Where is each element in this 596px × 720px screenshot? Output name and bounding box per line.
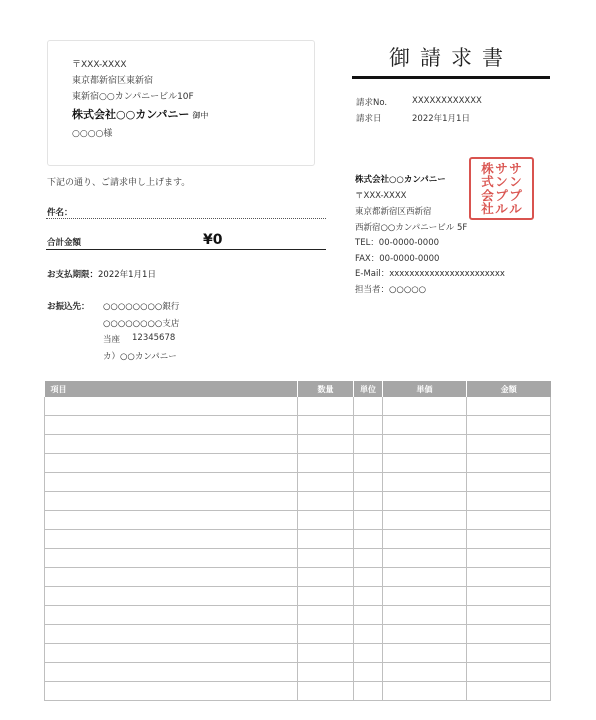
stamp-column: [495, 162, 509, 216]
invoice-no-label: 請求No.: [356, 98, 388, 108]
table-row: [45, 663, 551, 682]
recipient-company: [72, 106, 208, 122]
stamp-character: ン: [495, 174, 508, 189]
table-cell: [467, 511, 551, 530]
table-row: [45, 530, 551, 549]
sender-address-2: 西新宿○○カンパニービル 5F: [355, 223, 468, 233]
table-cell: [383, 435, 467, 454]
table-row: [45, 454, 551, 473]
table-row: [45, 435, 551, 454]
sender-postal: 〒XXX-XXXX: [355, 191, 407, 201]
stamp-character: ル: [509, 201, 522, 216]
bank-branch: ○○○○○○○○支店: [103, 319, 180, 329]
stamp-character: プ: [509, 187, 522, 203]
stamp-character: ン: [509, 174, 522, 189]
table-cell: [467, 435, 551, 454]
table-cell: [354, 663, 383, 682]
table-cell: [45, 511, 298, 530]
stamp-character: サ: [509, 160, 522, 176]
table-cell: [354, 435, 383, 454]
subject-line: [46, 218, 326, 219]
table-row: [45, 606, 551, 625]
due-label: お支払期限：: [47, 270, 99, 280]
table-cell: [45, 454, 298, 473]
column-header-unit-price: 単価: [383, 381, 467, 397]
table-cell: [383, 625, 467, 644]
table-row: [45, 682, 551, 701]
due-value: 2022年1月1日: [98, 270, 156, 280]
table-cell: [467, 454, 551, 473]
invoice-date-label: 請求日: [356, 114, 382, 124]
bank-holder: カ）○○カンパニー: [103, 352, 177, 362]
column-header-unit: 単位: [354, 381, 383, 397]
table-body: [45, 397, 551, 701]
table-cell: [383, 587, 467, 606]
title-underline: [352, 76, 550, 79]
table-row: [45, 416, 551, 435]
table-cell: [354, 397, 383, 416]
table-cell: [354, 416, 383, 435]
table-row: [45, 644, 551, 663]
table-cell: [467, 473, 551, 492]
recipient-person: ○○○○様: [72, 129, 113, 139]
recipient-address-1: 東京都新宿区東新宿: [72, 76, 154, 86]
intro-text: 下記の通り、ご請求申し上げます。: [47, 178, 191, 188]
table-cell: [45, 397, 298, 416]
table-cell: [354, 549, 383, 568]
table-cell: [467, 606, 551, 625]
table-cell: [45, 435, 298, 454]
table-cell: [298, 397, 354, 416]
table-cell: [45, 549, 298, 568]
bank-label: お振込先：: [47, 302, 90, 312]
table-cell: [298, 663, 354, 682]
table-cell: [45, 587, 298, 606]
table-cell: [298, 473, 354, 492]
table-cell: [467, 682, 551, 701]
sender-email: E-Mail：xxxxxxxxxxxxxxxxxxxxxxx: [355, 269, 505, 279]
table-cell: [298, 511, 354, 530]
table-cell: [383, 663, 467, 682]
stamp-character: 会: [481, 187, 494, 203]
stamp-column: [509, 162, 523, 216]
recipient-postal: 〒XXX-XXXX: [72, 60, 127, 70]
table-cell: [354, 682, 383, 701]
table-row: [45, 568, 551, 587]
column-header-quantity: 数量: [298, 381, 354, 397]
table-row: [45, 587, 551, 606]
company-seal-stamp: [469, 157, 534, 220]
table-cell: [467, 530, 551, 549]
table-cell: [354, 454, 383, 473]
table-cell: [298, 530, 354, 549]
table-cell: [383, 416, 467, 435]
due-row: [47, 268, 156, 280]
table-cell: [354, 511, 383, 530]
bank-account-no: 12345678: [132, 333, 176, 343]
table-cell: [383, 644, 467, 663]
sender-address-1: 東京都新宿区西新宿: [355, 207, 432, 217]
table-cell: [383, 606, 467, 625]
table-cell: [467, 397, 551, 416]
table-cell: [354, 492, 383, 511]
table-cell: [354, 606, 383, 625]
table-cell: [298, 568, 354, 587]
table-cell: [45, 530, 298, 549]
stamp-character: サ: [495, 160, 508, 176]
table-cell: [383, 492, 467, 511]
table-cell: [298, 606, 354, 625]
recipient-honorific: 御中: [192, 111, 209, 120]
column-header-item: 項目: [45, 381, 298, 397]
table-cell: [383, 454, 467, 473]
table-cell: [383, 530, 467, 549]
sender-tel: TEL：00-0000-0000: [355, 238, 440, 248]
table-cell: [45, 473, 298, 492]
table-cell: [383, 511, 467, 530]
table-cell: [383, 682, 467, 701]
table-cell: [354, 587, 383, 606]
table-row: [45, 473, 551, 492]
table-cell: [298, 682, 354, 701]
recipient-company-name: 株式会社○○カンパニー: [72, 108, 190, 121]
subject-label: 件名：: [47, 208, 73, 218]
table-cell: [467, 416, 551, 435]
table-cell: [467, 549, 551, 568]
document-title: 御請求書: [389, 46, 513, 70]
stamp-character: プ: [495, 187, 508, 203]
table-cell: [45, 644, 298, 663]
recipient-box: [47, 40, 315, 166]
table-cell: [45, 606, 298, 625]
sender-fax: FAX：00-0000-0000: [355, 254, 440, 264]
table-cell: [467, 492, 551, 511]
table-cell: [354, 530, 383, 549]
table-cell: [45, 416, 298, 435]
table-cell: [45, 625, 298, 644]
table-cell: [298, 587, 354, 606]
table-row: [45, 625, 551, 644]
table-cell: [383, 473, 467, 492]
table-cell: [467, 663, 551, 682]
table-cell: [467, 644, 551, 663]
table-cell: [383, 568, 467, 587]
stamp-column: [481, 162, 495, 216]
stamp-character: 社: [481, 201, 494, 216]
table-cell: [45, 492, 298, 511]
table-cell: [298, 625, 354, 644]
sender-contact: 担当者：○○○○○: [355, 285, 427, 295]
table-header-row: [45, 381, 551, 397]
table-cell: [354, 644, 383, 663]
table-cell: [383, 549, 467, 568]
stamp-character: 株: [481, 160, 494, 176]
recipient-address-2: 東新宿○○カンパニービル10F: [72, 92, 194, 102]
table-cell: [467, 568, 551, 587]
table-cell: [298, 454, 354, 473]
table-row: [45, 511, 551, 530]
table-cell: [354, 568, 383, 587]
total-value: ¥0: [203, 232, 223, 248]
total-line: [46, 249, 326, 250]
table-cell: [467, 625, 551, 644]
bank-account-type: 当座: [103, 335, 121, 345]
table-cell: [383, 397, 467, 416]
stamp-character: 式: [481, 174, 494, 189]
table-cell: [354, 625, 383, 644]
table-cell: [45, 682, 298, 701]
sender-company: 株式会社○○カンパニー: [355, 175, 446, 185]
table-row: [45, 549, 551, 568]
total-label: 合計金額: [47, 238, 82, 248]
table-cell: [45, 663, 298, 682]
table-cell: [354, 473, 383, 492]
column-header-amount: 金額: [467, 381, 551, 397]
table-cell: [298, 549, 354, 568]
table-cell: [467, 587, 551, 606]
table-row: [45, 397, 551, 416]
items-table: [44, 381, 551, 701]
table-cell: [298, 435, 354, 454]
table-row: [45, 492, 551, 511]
invoice-no: XXXXXXXXXXXX: [412, 96, 482, 106]
table-cell: [45, 568, 298, 587]
table-cell: [298, 416, 354, 435]
table-cell: [298, 492, 354, 511]
table-cell: [298, 644, 354, 663]
invoice-date: 2022年1月1日: [412, 114, 470, 124]
stamp-character: ル: [495, 201, 508, 216]
bank-name: ○○○○○○○○銀行: [103, 302, 180, 312]
